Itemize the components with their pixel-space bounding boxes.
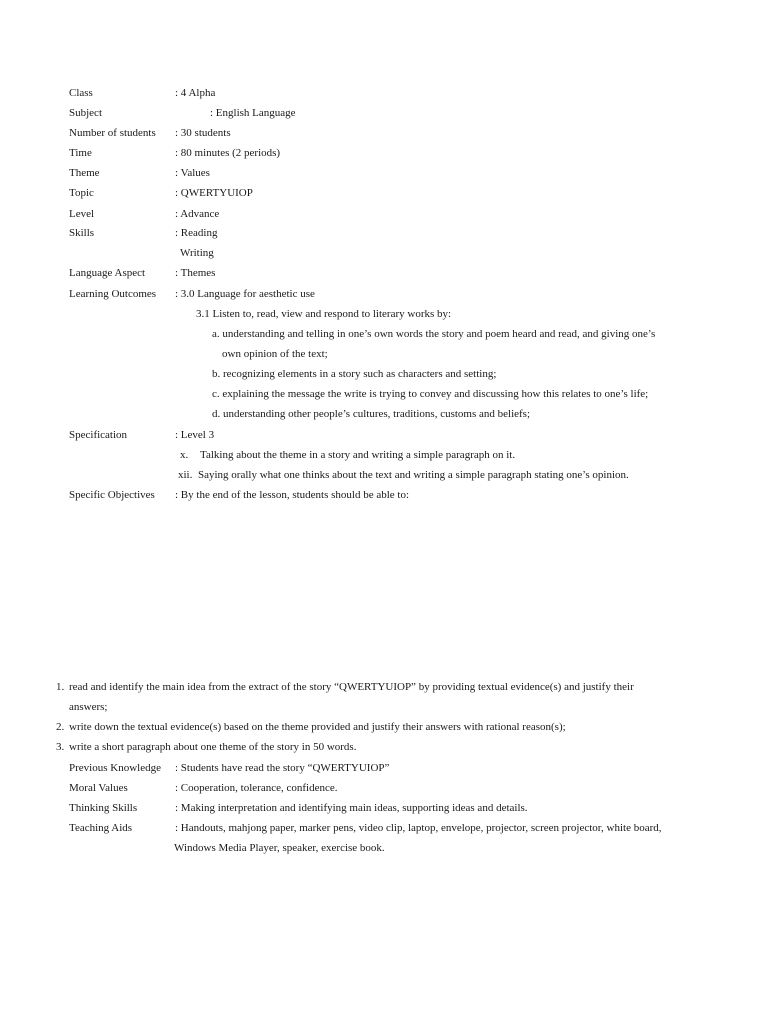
students-label: Number of students bbox=[69, 127, 156, 139]
outcome-3-1: 3.1 Listen to, read, view and respond to literary works by: bbox=[196, 308, 452, 320]
language-aspect-value: : Themes bbox=[175, 267, 216, 279]
moral-values-label: Moral Values bbox=[69, 782, 128, 794]
teaching-aids-value-line2: Windows Media Player, speaker, exercise book. bbox=[174, 842, 385, 854]
learning-outcomes-value: : 3.0 Language for aesthetic use bbox=[175, 288, 315, 300]
skills-label: Skills bbox=[69, 227, 95, 239]
objective-2-text: write down the textual evidence(s) based on the theme provided and justify their answers with rational reason(s); bbox=[69, 721, 566, 733]
specific-objectives-value: : By the end of the lesson, students should be able to: bbox=[175, 489, 410, 501]
outcome-a-line2: own opinion of the text; bbox=[222, 348, 328, 360]
class-value: : 4 Alpha bbox=[175, 87, 216, 99]
outcome-b: b. recognizing elements in a story such as characters and setting; bbox=[212, 368, 497, 380]
objective-2-number: 2. bbox=[56, 721, 65, 733]
previous-knowledge-label: Previous Knowledge bbox=[69, 762, 161, 774]
thinking-skills-value: : Making interpretation and identifying main ideas, supporting ideas and details. bbox=[175, 802, 528, 814]
outcome-c: c. explaining the message the write is trying to convey and discussing how this relates to one’s life; bbox=[212, 388, 649, 400]
topic-value: : QWERTYUIOP bbox=[175, 187, 253, 199]
theme-label: Theme bbox=[69, 167, 100, 179]
time-value: : 80 minutes (2 periods) bbox=[175, 147, 281, 159]
topic-label: Topic bbox=[69, 187, 94, 199]
specification-xii-text: Saying orally what one thinks about the text and writing a simple paragraph stating one’s opinion. bbox=[198, 469, 629, 481]
specific-objectives-label: Specific Objectives bbox=[69, 489, 155, 501]
class-label: Class bbox=[69, 87, 93, 99]
specification-xii-number: xii. bbox=[178, 469, 193, 481]
objective-1-line2: answers; bbox=[69, 701, 108, 713]
teaching-aids-label: Teaching Aids bbox=[69, 822, 133, 834]
specification-x-number: x. bbox=[180, 449, 189, 461]
previous-knowledge-value: : Students have read the story “QWERTYUIOP” bbox=[175, 762, 390, 774]
objective-3-text: write a short paragraph about one theme of the story in 50 words. bbox=[69, 741, 357, 753]
level-label: Level bbox=[69, 208, 95, 220]
objective-1-number: 1. bbox=[56, 681, 65, 693]
skills-value: : Reading bbox=[175, 227, 218, 239]
thinking-skills-label: Thinking Skills bbox=[69, 802, 138, 814]
objective-3-number: 3. bbox=[56, 741, 65, 753]
learning-outcomes-label: Learning Outcomes bbox=[69, 288, 157, 300]
skills-value-writing: Writing bbox=[180, 247, 214, 259]
teaching-aids-value: : Handouts, mahjong paper, marker pens, video clip, laptop, envelope, projector, screen projector, white board, bbox=[175, 822, 662, 834]
subject-value: : English Language bbox=[210, 107, 296, 119]
subject-label: Subject bbox=[69, 107, 102, 119]
students-value: : 30 students bbox=[175, 127, 231, 139]
specification-value: : Level 3 bbox=[175, 429, 215, 441]
time-label: Time bbox=[69, 147, 92, 159]
theme-value: : Values bbox=[175, 167, 210, 179]
moral-values-value: : Cooperation, tolerance, confidence. bbox=[175, 782, 338, 794]
specification-label: Specification bbox=[69, 429, 128, 441]
outcome-a-line1: a. understanding and telling in one’s own words the story and poem heard and read, and giving one’s bbox=[212, 328, 656, 340]
outcome-d: d. understanding other people’s cultures, traditions, customs and beliefs; bbox=[212, 408, 531, 420]
specification-x-text: Talking about the theme in a story and writing a simple paragraph on it. bbox=[200, 449, 516, 461]
level-value: : Advance bbox=[175, 208, 220, 220]
language-aspect-label: Language Aspect bbox=[69, 267, 146, 279]
objective-1-line1: read and identify the main idea from the extract of the story “QWERTYUIOP” by providing textual evidence(s) and justify their bbox=[69, 681, 634, 693]
